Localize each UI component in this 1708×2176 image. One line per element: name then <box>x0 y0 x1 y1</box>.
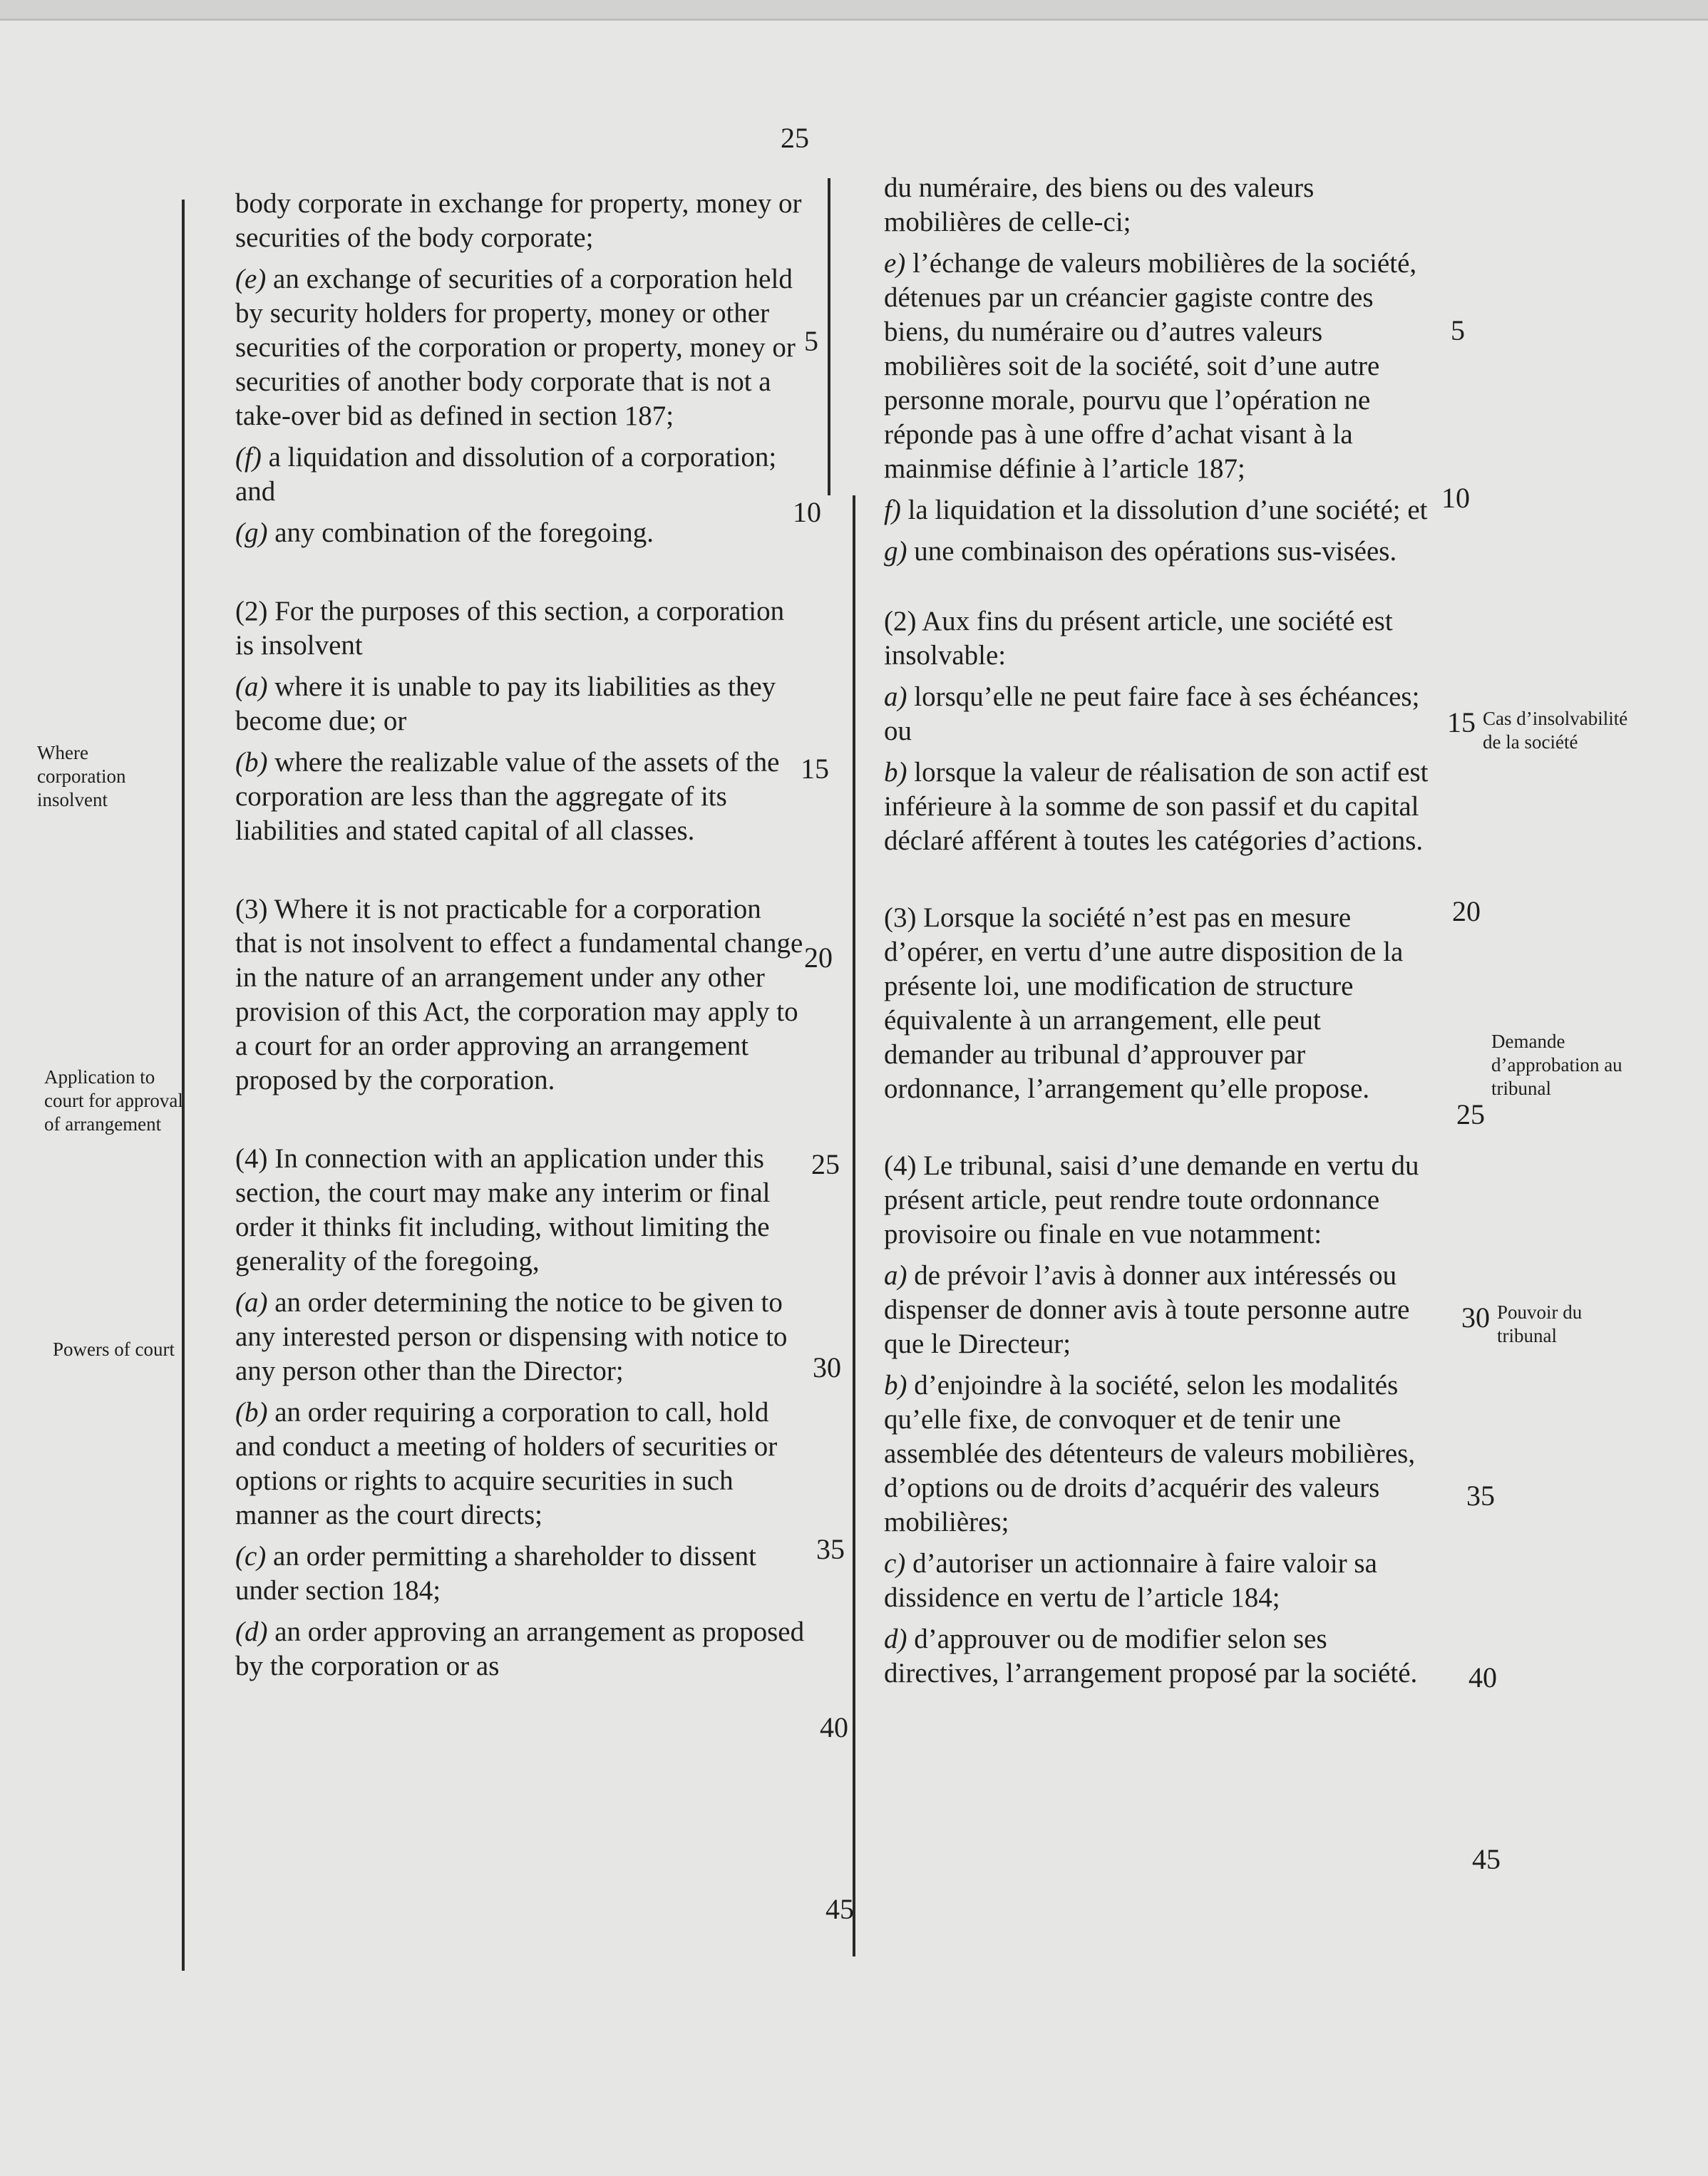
fr-subsection-4b: b) d’enjoindre à la société, selon les modalités qu’elle fixe, de convoquer et de tenir une assemblée des détenteurs de valeurs mobilières, d’options ou de droits d’acquérir des valeurs mobilières; <box>884 1370 1416 1537</box>
fr-b1-continuation: du numéraire, des biens ou des valeurs mobilières de celle-ci; <box>884 172 1315 237</box>
en-paragraph-g: (g) any combination of the foregoing. <box>235 517 654 548</box>
en-subsection-4: (4) In connection with an application under this section, the court may make any interim or final order it thinks fit including, without limiting the generality of the foregoing, <box>235 1143 771 1277</box>
fr-paragraph-f: f) la liquidation et la dissolution d’une société; et <box>884 495 1428 525</box>
fr-subsection-2b: b) lorsque la valeur de réalisation de son actif est inférieure à la somme de son passif et du capital déclaré afférent à toutes les catégories d’actions. <box>884 757 1429 856</box>
fr-line-number-35: 35 <box>1466 1480 1495 1512</box>
fr-subsection-4a: a) de prévoir l’avis à donner aux intéressés ou dispenser de donner avis à toute personne autre que le Directeur; <box>884 1260 1410 1359</box>
en-subsection-4b: (b) an order requiring a corporation to call, hold and conduct a meeting of holders of securities or options or rights to acquire securities in such manner as the court directs; <box>235 1397 778 1530</box>
fr-subsection-4c: c) d’autoriser un actionnaire à faire valoir sa dissidence en vertu de l’article 184; <box>884 1548 1377 1613</box>
en-line-number-30: 30 <box>813 1351 841 1383</box>
en-paragraph-f: (f) a liquidation and dissolution of a corporation; and <box>235 442 777 507</box>
fr-line-number-45: 45 <box>1472 1843 1501 1875</box>
fr-subsection-3: (3) Lorsque la société n’est pas en mesure d’opérer, en vertu d’une autre disposition de la présente loi, une modification de structure équivalente à un arrangement, elle peut demander au tribunal d’approuver par ordonnance, l’arrangement qu’elle propose. <box>884 902 1404 1104</box>
en-subsection-2: (2) For the purposes of this section, a corporation is insolvent <box>235 596 785 661</box>
margin-note-application-to-court: Application to court for approval of arrangement <box>44 1066 183 1135</box>
en-subsection-2b: (b) where the realizable value of the assets of the corporation are less than the aggregate of its liabilities and stated capital of all classes. <box>235 747 780 846</box>
center-column-rule-lower <box>853 495 855 1956</box>
en-line-number-20: 20 <box>804 942 833 974</box>
fr-subsection-2: (2) Aux fins du présent article, une société est insolvable: <box>884 606 1393 671</box>
fr-line-number-25: 25 <box>1456 1098 1485 1130</box>
fr-subsection-4d: d) d’approuver ou de modifier selon ses directives, l’arrangement proposé par la société. <box>884 1624 1418 1688</box>
page-number: 25 <box>781 122 809 154</box>
en-line-number-25: 25 <box>811 1148 840 1180</box>
french-column <box>884 171 1433 1698</box>
en-subsection-4d: (d) an order approving an arrangement as proposed by the corporation or as <box>235 1616 805 1681</box>
en-subsection-4a: (a) an order determining the notice to be given to any interested person or dispensing with notice to any person other than the Director; <box>235 1287 788 1386</box>
en-b1-continuation: body corporate in exchange for property, money or securities of the body corporate; <box>235 188 802 253</box>
fr-line-number-10: 10 <box>1441 482 1470 514</box>
fr-line-number-40: 40 <box>1468 1661 1497 1693</box>
english-column <box>235 187 806 1691</box>
en-paragraph-e: (e) an exchange of securities of a corporation held by security holders for property, money or other securities of the corporation or property, money or securities of another body corporate that is not a take-over bid as defined in section 187; <box>235 264 796 431</box>
en-line-number-35: 35 <box>816 1533 845 1565</box>
en-line-number-10: 10 <box>793 496 821 528</box>
fr-paragraph-e: e) l’échange de valeurs mobilières de la société, détenues par un créancier gagiste contre des biens, du numéraire ou d’autres valeurs mobilières soit de la société, soit d’une autre personne morale, pourvu que l’opération ne réponde pas à une offre d’achat visant à la mainmise définie à l’article 187; <box>884 248 1417 484</box>
en-line-number-40: 40 <box>820 1711 848 1743</box>
margin-note-pouvoir-du-tribunal: Pouvoir du tribunal <box>1497 1301 1583 1346</box>
en-subsection-2a: (a) where it is unable to pay its liabilities as they become due; or <box>235 671 776 736</box>
en-subsection-3: (3) Where it is not practicable for a corporation that is not insolvent to effect a fundamental change in the nature of an arrangement under any other provision of this Act, the corporation may apply to a court for an order approving an arrangement proposed by the corporation. <box>235 894 803 1095</box>
margin-note-demande-approbation: Demande d’approbation au tribunal <box>1491 1031 1622 1099</box>
fr-line-number-20: 20 <box>1452 895 1481 927</box>
margin-note-where-corporation-insolvent: Where corporation insolvent <box>37 742 126 810</box>
en-subsection-4c: (c) an order permitting a shareholder to dissent under section 184; <box>235 1541 757 1606</box>
margin-note-powers-of-court: Powers of court <box>53 1339 175 1360</box>
fr-line-number-15: 15 <box>1447 706 1476 738</box>
en-line-number-15: 15 <box>801 753 829 785</box>
fr-subsection-4: (4) Le tribunal, saisi d’une demande en vertu du présent article, peut rendre toute ordonnance provisoire ou finale en vue notamment: <box>884 1150 1419 1249</box>
fr-line-number-30: 30 <box>1461 1301 1490 1334</box>
fr-paragraph-g: g) une combinaison des opérations sus-visées. <box>884 536 1397 567</box>
margin-note-cas-insolvabilite: Cas d’insolvabilité de la société <box>1483 708 1628 753</box>
scan-top-edge <box>0 0 1708 21</box>
en-line-number-45: 45 <box>825 1893 854 1925</box>
fr-line-number-5: 5 <box>1451 314 1465 346</box>
en-line-number-5: 5 <box>804 325 818 357</box>
fr-subsection-2a: a) lorsqu’elle ne peut faire face à ses échéances; ou <box>884 681 1420 746</box>
center-column-rule-upper <box>828 178 830 495</box>
